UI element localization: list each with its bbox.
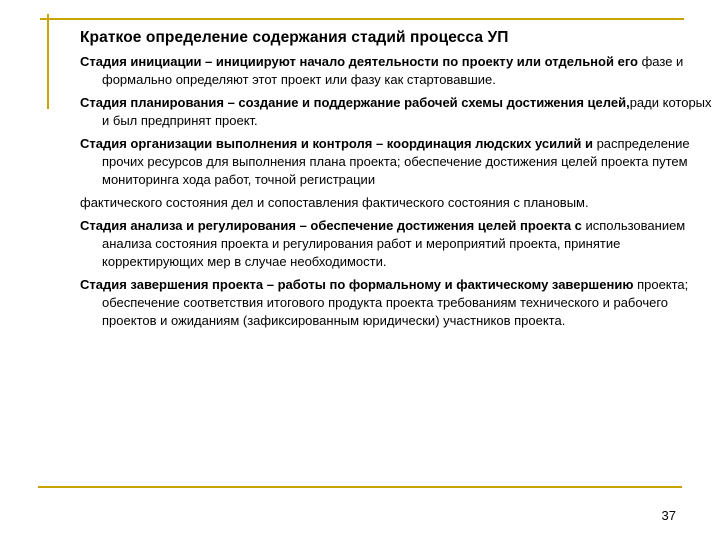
paragraph-execution-continued-text: фактического состояния дел и сопоставления фактического состояния с плановым. [80, 195, 589, 210]
top-decorative-rule [40, 18, 684, 20]
paragraph-closing [80, 276, 712, 330]
slide-title: Краткое определение содержания стадий процесса УП [80, 29, 509, 46]
paragraph-initiation-bold: Стадия инициации – инициируют начало деятельности по проекту или отдельной его [80, 54, 638, 69]
paragraph-initiation [80, 53, 712, 89]
paragraph-execution [80, 135, 712, 189]
paragraph-execution-bold: Стадия организации выполнения и контроля – координация людских усилий и [80, 136, 593, 151]
slide-content [80, 53, 712, 335]
left-decorative-rule [47, 14, 49, 109]
paragraph-execution-continued [80, 194, 712, 212]
paragraph-analysis-text: использованием анализа состояния проекта и регулирования работ и мероприятий проекта, принятие корректирующих мер в случае необходимости. [102, 218, 686, 269]
paragraph-planning [80, 94, 712, 130]
paragraph-initiation-text: фазе и формально определяют этот проект или фазу как стартовавшие. [102, 54, 684, 87]
paragraph-closing-text: проекта; обеспечение соответствия итогового продукта проекта требованиям технического и рабочего проектов и ожиданиям (зафиксированным юридически) участников проекта. [102, 277, 689, 328]
paragraph-analysis [80, 217, 712, 271]
paragraph-analysis-bold: Стадия анализа и регулирования – обеспечение достижения целей проекта с [80, 218, 582, 233]
paragraph-closing-bold: Стадия завершения проекта – работы по формальному и фактическому завершению [80, 277, 634, 292]
bottom-decorative-rule [38, 486, 682, 488]
paragraph-planning-text: ради которых и был предпринят проект. [102, 95, 712, 128]
paragraph-planning-bold: Стадия планирования – создание и поддержание рабочей схемы достижения целей, [80, 95, 630, 110]
paragraph-execution-text: распределение прочих ресурсов для выполнения плана проекта; обеспечение достижения целей проекта путем мониторинга хода работ, точной регистрации [102, 136, 690, 187]
page-number: 37 [661, 508, 676, 523]
